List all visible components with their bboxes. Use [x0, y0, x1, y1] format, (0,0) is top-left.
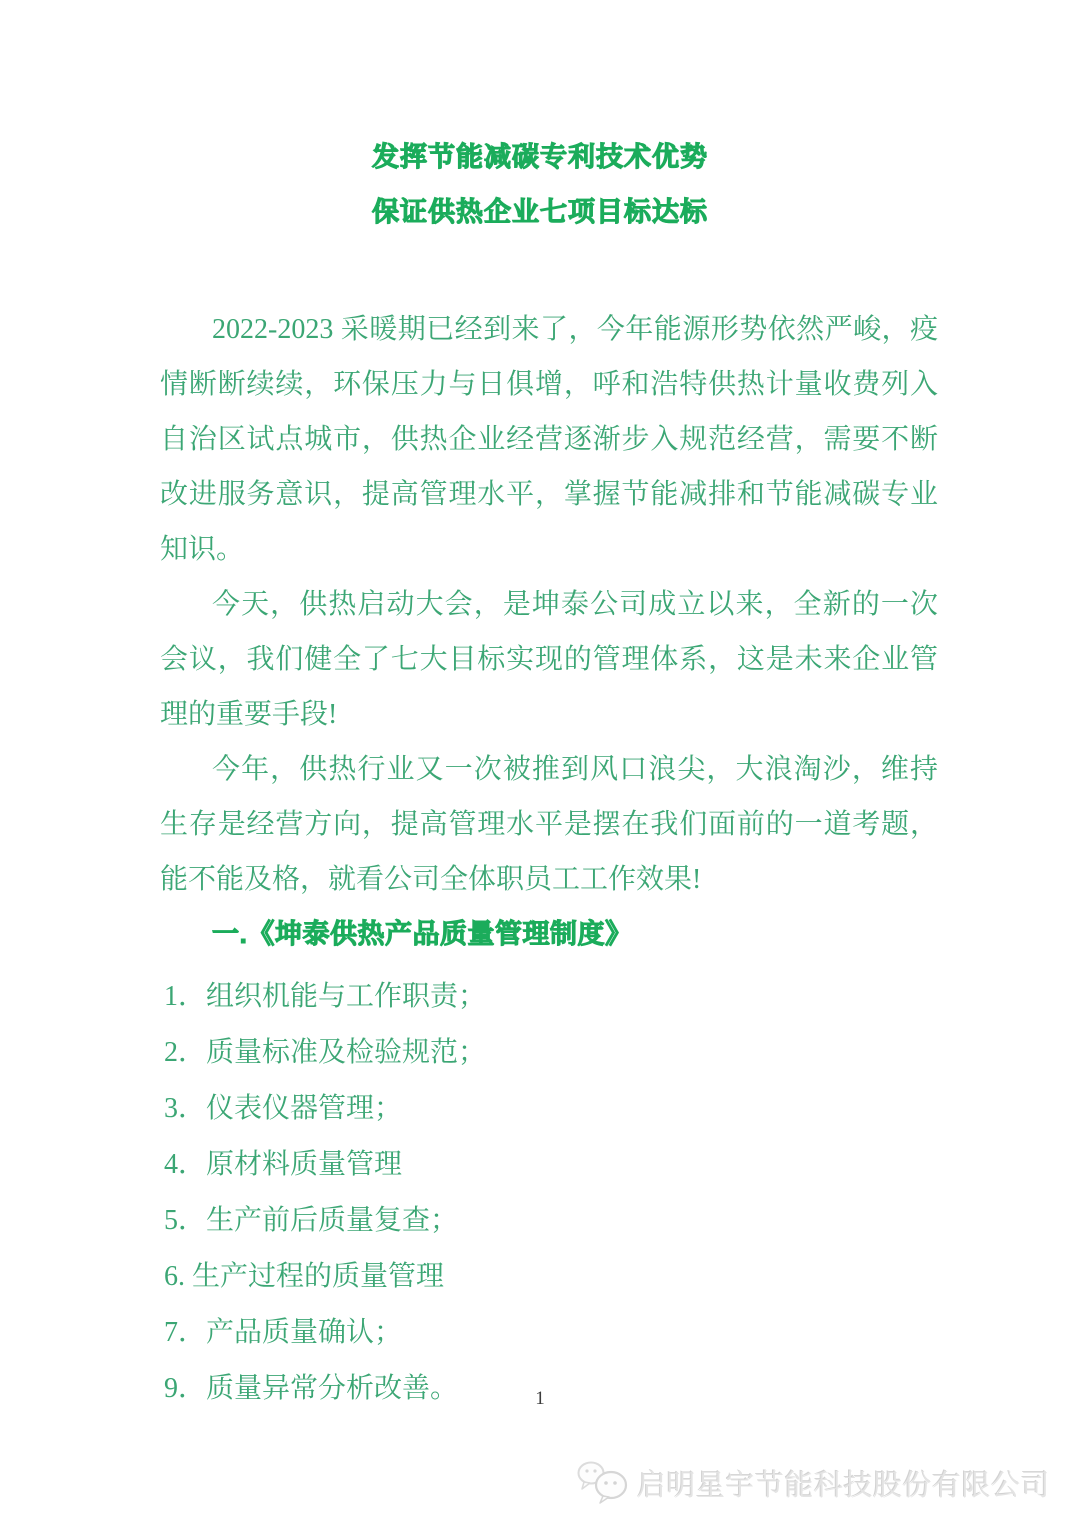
footer-watermark [576, 1459, 1050, 1507]
page-number: 1 [535, 1388, 545, 1409]
list-item: 7．产品质量确认； [164, 1317, 403, 1348]
paragraph: 今天，供热启动大会，是坤泰公司成立以来，全新的一次会议，我们健全了七大目标实现的管理体系，这是未来企业管理的重要手段! [160, 589, 938, 730]
list-item: 9．质量异常分析改善。 [164, 1373, 459, 1404]
list-item: 2．质量标准及检验规范； [164, 1037, 487, 1068]
title-line-2: 保证供热企业七项目标达标 [372, 197, 708, 227]
list-item: 1．组织机能与工作职责； [164, 981, 487, 1012]
company-name: 启明星宇节能科技股份有限公司 [636, 1469, 1050, 1502]
list-item: 5．生产前后质量复查； [164, 1205, 459, 1236]
numbered-list [160, 969, 938, 1417]
list-item: 6. 生产过程的质量管理 [164, 1261, 445, 1292]
paragraph: 2022-2023 采暖期已经到来了，今年能源形势依然严峻，疫情断断续续，环保压力与日俱增，呼和浩特供热计量收费列入自治区试点城市，供热企业经营逐渐步入规范经营，需要不断改进服务意识，提高管理水平，掌握节能减排和节能减碳专业知识。 [160, 314, 938, 565]
list-item: 4．原材料质量管理 [164, 1149, 403, 1180]
document-title [0, 130, 1080, 240]
title-line-1: 发挥节能减碳专利技术优势 [372, 142, 708, 172]
list-item: 3．仪表仪器管理； [164, 1093, 403, 1124]
paragraph: 今年，供热行业又一次被推到风口浪尖，大浪淘沙，维持生存是经营方向，提高管理水平是摆在我们面前的一道考题，能不能及格，就看公司全体职员工工作效果! [160, 754, 938, 895]
wechat-icon [576, 1459, 630, 1507]
paragraphs [160, 302, 938, 907]
section-heading: 一.《坤泰供热产品质量管理制度》 [212, 919, 633, 949]
document-body [160, 302, 938, 1417]
